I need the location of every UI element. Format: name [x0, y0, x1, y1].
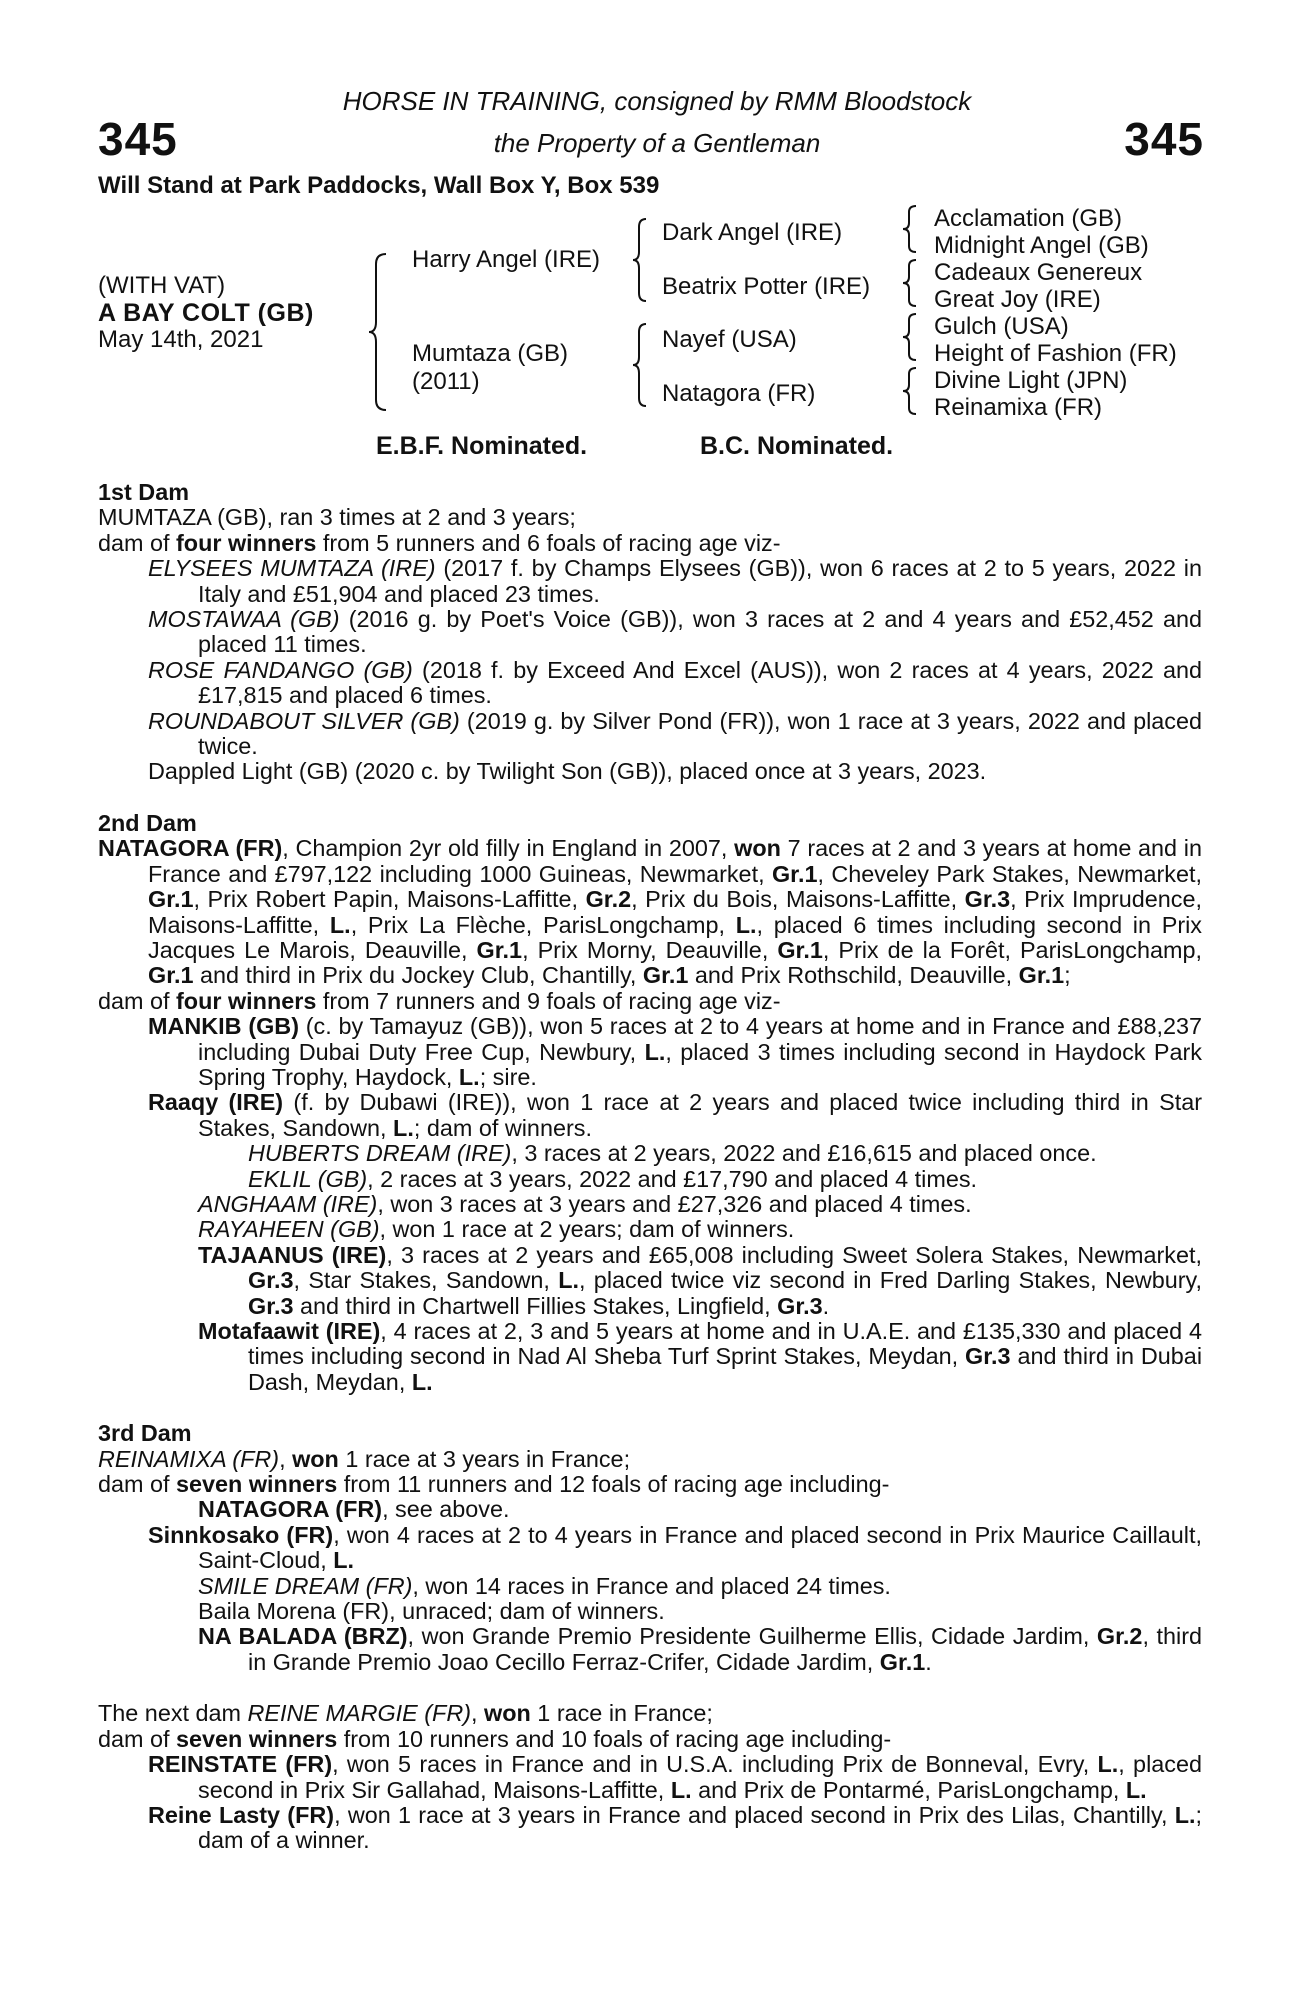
catalogue-body: [98, 480, 1202, 1854]
pedigree-sire-sire: Dark Angel (IRE): [662, 219, 843, 246]
produce-entry: REINSTATE (FR), won 5 races in France and in U.S.A. including Prix de Bonneval, Evry, L., placed second in Prix Sir Gallahad, Maisons-Laffitte, L. and Prix de Pontarmé, ParisLongchamp, L.: [148, 1751, 1202, 1803]
second-dam-produce-summary: dam of four winners from 7 runners and 9 foals of racing age viz-: [98, 987, 781, 1014]
second-dam-heading: 2nd Dam: [98, 809, 197, 836]
bc-nomination: B.C. Nominated.: [700, 432, 894, 460]
pedigree-gen3-1: Acclamation (GB): [934, 205, 1123, 232]
produce-entry: Reine Lasty (FR), won 1 race at 3 years in France and placed second in Prix des Lilas, Chantilly, L.; dam of a winner.: [148, 1801, 1202, 1854]
pedigree-gen3-5: Gulch (USA): [934, 313, 1069, 340]
property-line: the Property of a Gentleman: [493, 128, 821, 158]
pedigree-sire-dam: Beatrix Potter (IRE): [662, 273, 871, 300]
first-dam-heading: 1st Dam: [98, 479, 190, 505]
produce-entry: MOSTAWAA (GB) (2016 g. by Poet's Voice (GB)), won 3 races at 2 and 4 years and £52,452 and placed 11 times.: [148, 606, 1202, 658]
produce-entry: ROUNDABOUT SILVER (GB) (2019 g. by Silver Pond (FR)), won 1 race at 3 years, 2022 and placed twice.: [148, 707, 1202, 760]
third-dam-produce-summary: dam of seven winners from 11 runners and 12 foals of racing age including-: [98, 1471, 890, 1498]
second-dam-record: NATAGORA (FR), Champion 2yr old filly in England in 2007, won 7 races at 2 and 3 years at home and in France and £797,122 including 1000 Guineas, Newmarket, Gr.1, Cheveley Park Stakes, Newmarket, Gr.1, Prix Robert Papin, Maisons-Laffitte, Gr.2, Prix du Bois, Maisons-Laffitte, Gr.3, Prix Imprudence, Maisons-Laffitte, L., Prix La Flèche, ParisLongchamp, L., placed 6 times including second in Prix Jacques Le Marois, Deauville, Gr.1, Prix Morny, Deauville, Gr.1, Prix de la Forêt, ParisLongchamp, Gr.1 and third in Prix du Jockey Club, Chantilly, Gr.1 and Prix Rothschild, Deauville, Gr.1;: [98, 835, 1203, 989]
produce-entry: ANGHAAM (IRE), won 3 races at 3 years and £27,326 and placed 4 times.: [198, 1190, 972, 1217]
pedigree-gen3-2: Midnight Angel (GB): [934, 232, 1149, 259]
third-dam-record: REINAMIXA (FR), won 1 race at 3 years in France;: [98, 1445, 631, 1472]
grandchild-entry: EKLIL (GB), 2 races at 3 years, 2022 and £17,790 and placed 4 times.: [248, 1165, 978, 1192]
pedigree-dam-year: (2011): [412, 368, 480, 395]
pedigree-gen3-4: Great Joy (IRE): [934, 286, 1101, 313]
vat-note: (WITH VAT): [98, 272, 226, 299]
stand-location: Will Stand at Park Paddocks, Wall Box Y, Box 539: [98, 172, 660, 199]
grandchild-entry: Motafaawit (IRE), 4 races at 2, 3 and 5 years at home and in U.A.E. and £135,330 and placed 4 times including second in Nad Al Sheba Turf Sprint Stakes, Meydan, Gr.3 and third in Dubai Dash, Meydan, L.: [198, 1318, 1203, 1395]
next-dam-record: The next dam REINE MARGIE (FR), won 1 race in France;: [98, 1700, 713, 1727]
produce-entry: RAYAHEEN (GB), won 1 race at 2 years; dam of winners.: [198, 1216, 795, 1243]
pedigree-gen3-3: Cadeaux Genereux: [934, 259, 1143, 286]
produce-entry: MANKIB (GB) (c. by Tamayuz (GB)), won 5 races at 2 to 4 years at home and in France and £88,237 including Dubai Duty Free Cup, Newbury, L., placed 3 times including second in Haydock Park Spring Trophy, Haydock, L.; sire.: [148, 1013, 1203, 1090]
third-dam-heading: 3rd Dam: [98, 1420, 192, 1447]
pedigree-gen3-6: Height of Fashion (FR): [934, 340, 1177, 367]
foaling-date: May 14th, 2021: [98, 326, 264, 353]
pedigree-brace-5: [900, 258, 920, 308]
produce-entry: Sinnkosako (FR), won 4 races at 2 to 4 years in France and placed second in Prix Maurice Caillault, Saint-Cloud, L.: [148, 1521, 1203, 1574]
pedigree-brace-2: [630, 217, 650, 303]
grandchild-entry: TAJAANUS (IRE), 3 races at 2 years and £65,008 including Sweet Solera Stakes, Newmarket, Gr.3, Star Stakes, Sandown, L., placed twice viz second in Fred Darling Stakes, Newbury, Gr.3 and third in Chartwell Fillies Stakes, Lingfield, Gr.3.: [198, 1241, 1202, 1319]
pedigree-dam-sire: Nayef (USA): [662, 326, 797, 353]
first-dam-intro: MUMTAZA (GB), ran 3 times at 2 and 3 years;: [98, 504, 576, 531]
lot-number-left: 345: [98, 113, 178, 165]
pedigree-gen3-7: Divine Light (JPN): [934, 367, 1128, 394]
produce-entry: ROSE FANDANGO (GB) (2018 f. by Exceed And Excel (AUS)), won 2 races at 4 years, 2022 and £17,815 and placed 6 times.: [148, 656, 1202, 709]
pedigree-brace-7: [900, 366, 920, 416]
grandchild-entry: NA BALADA (BRZ), won Grande Premio Presidente Guilherme Ellis, Cidade Jardim, Gr.2, third in Grande Premio Joao Cecillo Ferraz-Crifer, Cidade Jardim, Gr.1.: [198, 1623, 1202, 1675]
produce-entry: Baila Morena (FR), unraced; dam of winners.: [198, 1598, 665, 1625]
pedigree-sire: Harry Angel (IRE): [412, 246, 601, 273]
produce-entry: Raaqy (IRE) (f. by Dubawi (IRE)), won 1 race at 2 years and placed twice including third in Star Stakes, Sandown, L.; dam of winners.: [148, 1089, 1202, 1141]
produce-entry: Dappled Light (GB) (2020 c. by Twilight Son (GB)), placed once at 3 years, 2023.: [148, 758, 987, 785]
lot-number-right: 345: [1124, 113, 1204, 165]
pedigree-brace-3: [630, 322, 650, 408]
pedigree-dam: Mumtaza (GB): [412, 340, 569, 367]
pedigree-brace-4: [900, 204, 920, 254]
produce-entry: ELYSEES MUMTAZA (IRE) (2017 f. by Champs Elysees (GB)), won 6 races at 2 to 5 years, 2022 in Italy and £51,904 and placed 23 times.: [148, 555, 1202, 607]
horse-name: A BAY COLT (GB): [98, 299, 314, 327]
first-dam-produce-summary: dam of four winners from 5 runners and 6 foals of racing age viz-: [98, 529, 781, 556]
pedigree-brace-1: [366, 252, 390, 412]
ebf-nomination: E.B.F. Nominated.: [376, 432, 588, 460]
pedigree-gen3-8: Reinamixa (FR): [934, 394, 1103, 421]
pedigree-brace-6: [900, 312, 920, 362]
next-dam-produce-summary: dam of seven winners from 10 runners and 10 foals of racing age including-: [98, 1725, 892, 1752]
produce-entry: NATAGORA (FR), see above.: [198, 1496, 510, 1523]
grandchild-entry: HUBERTS DREAM (IRE), 3 races at 2 years, 2022 and £16,615 and placed once.: [248, 1140, 1097, 1167]
produce-entry: SMILE DREAM (FR), won 14 races in France and placed 24 times.: [198, 1572, 891, 1599]
consignor-line: HORSE IN TRAINING, consigned by RMM Bloodstock: [342, 86, 972, 116]
pedigree-dam-dam: Natagora (FR): [662, 380, 816, 407]
